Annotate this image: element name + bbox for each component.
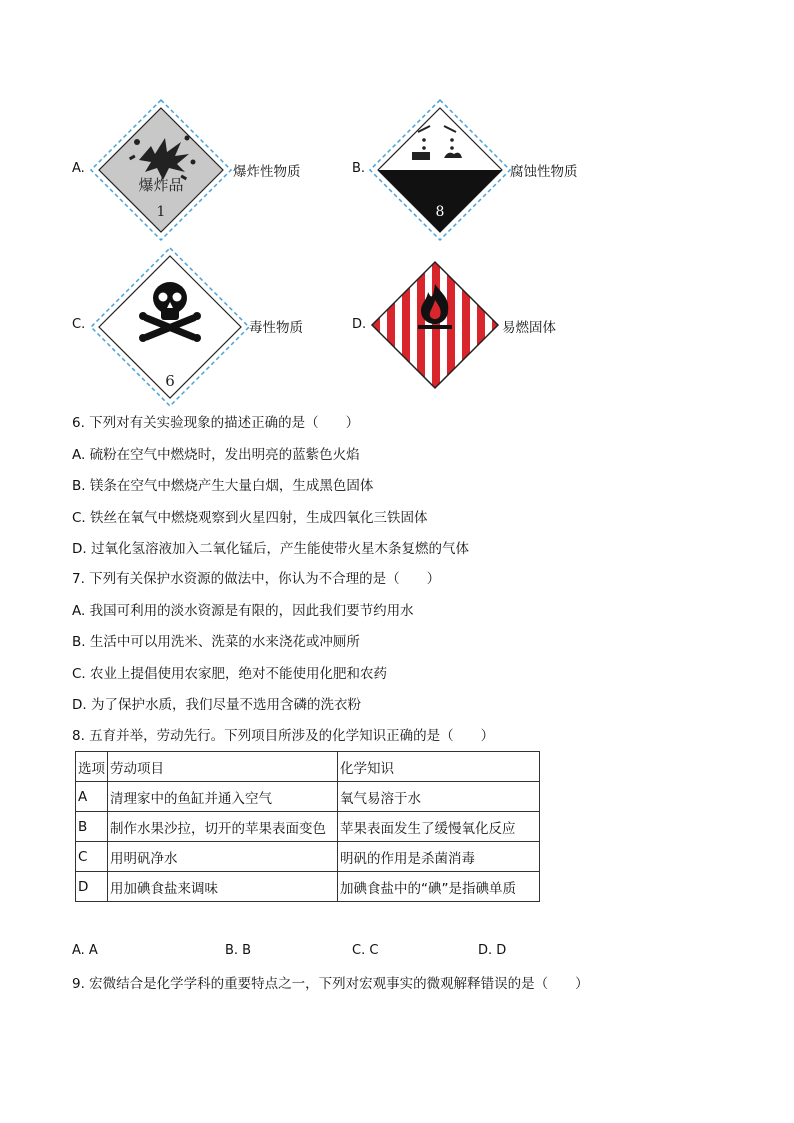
option-d-label: 易燃固体 [502,320,556,336]
table-row [76,782,540,812]
option-c-label: 毒性物质 [249,320,303,336]
question-9-stem: 9. 宏微结合是化学学科的重要特点之一，下列对宏观事实的微观解释错误的是（ ） [72,976,589,992]
option-letter-d: D. [352,317,367,332]
question-8-answer-a: A. A [72,943,98,958]
question-7-option-b: B. 生活中可以用洗米、洗菜的水来浇花或冲厕所 [72,634,360,650]
question-8-answer-b: B. B [225,943,252,958]
question-7-stem: 7. 下列有关保护水资源的做法中，你认为不合理的是（ ） [72,571,441,587]
question-7-option-a: A. 我国可利用的淡水资源是有限的，因此我们要节约用水 [72,603,414,619]
sign-a-text: 爆炸品 [138,176,184,194]
table-header-cell: 选项 [76,752,108,782]
table-row [76,842,540,872]
option-a-label: 爆炸性物质 [233,164,301,180]
table-cell: 制作水果沙拉，切开的苹果表面变色 [108,812,338,842]
table-cell: D [76,872,108,902]
option-b-label: 腐蚀性物质 [510,164,578,180]
question-6-stem: 6. 下列对有关实验现象的描述正确的是（ ） [72,415,360,431]
toxic-sign-icon [89,246,251,408]
option-letter-c: C. [72,317,86,332]
question-6-option-d: D. 过氧化氢溶液加入二氧化锰后，产生能使带火星木条复燃的气体 [72,541,469,557]
question-7-option-d: D. 为了保护水质，我们尽量不选用含磷的洗衣粉 [72,697,361,713]
table-header-cell: 劳动项目 [108,752,338,782]
explosive-sign-icon [89,98,233,242]
question-8-table [75,751,540,902]
table-cell: 用加碘食盐来调味 [108,872,338,902]
table-cell: A [76,782,108,812]
table-cell: 明矾的作用是杀菌消毒 [338,842,540,872]
table-cell: 加碘食盐中的“碘”是指碘单质 [338,872,540,902]
table-cell: 氧气易溶于水 [338,782,540,812]
table-cell: 用明矾净水 [108,842,338,872]
table-cell: B [76,812,108,842]
option-letter-b: B. [352,161,366,176]
table-row [76,872,540,902]
table-cell: 苹果表面发生了缓慢氧化反应 [338,812,540,842]
sign-c-number: 6 [165,372,175,390]
sign-b-number: 8 [435,204,445,220]
question-7-option-c: C. 农业上提倡使用农家肥，绝对不能使用化肥和农药 [72,666,388,682]
question-6-option-a: A. 硫粉在空气中燃烧时，发出明亮的蓝紫色火焰 [72,447,360,463]
question-8-answer-d: D. D [478,943,507,958]
sign-a-number: 1 [156,204,166,220]
table-header-cell: 化学知识 [338,752,540,782]
question-8-stem: 8. 五育并举，劳动先行。下列项目所涉及的化学知识正确的是（ ） [72,728,495,744]
flammable-solid-sign-icon [370,260,500,390]
question-6-option-b: B. 镁条在空气中燃烧产生大量白烟，生成黑色固体 [72,478,374,494]
corrosive-sign-icon [368,98,512,242]
table-cell: 清理家中的鱼缸并通入空气 [108,782,338,812]
table-row [76,812,540,842]
question-6-option-c: C. 铁丝在氧气中燃烧观察到火星四射，生成四氧化三铁固体 [72,510,428,526]
option-letter-a: A. [72,161,85,176]
question-8-answer-c: C. C [352,943,379,958]
table-header-row [76,752,540,782]
table-cell: C [76,842,108,872]
